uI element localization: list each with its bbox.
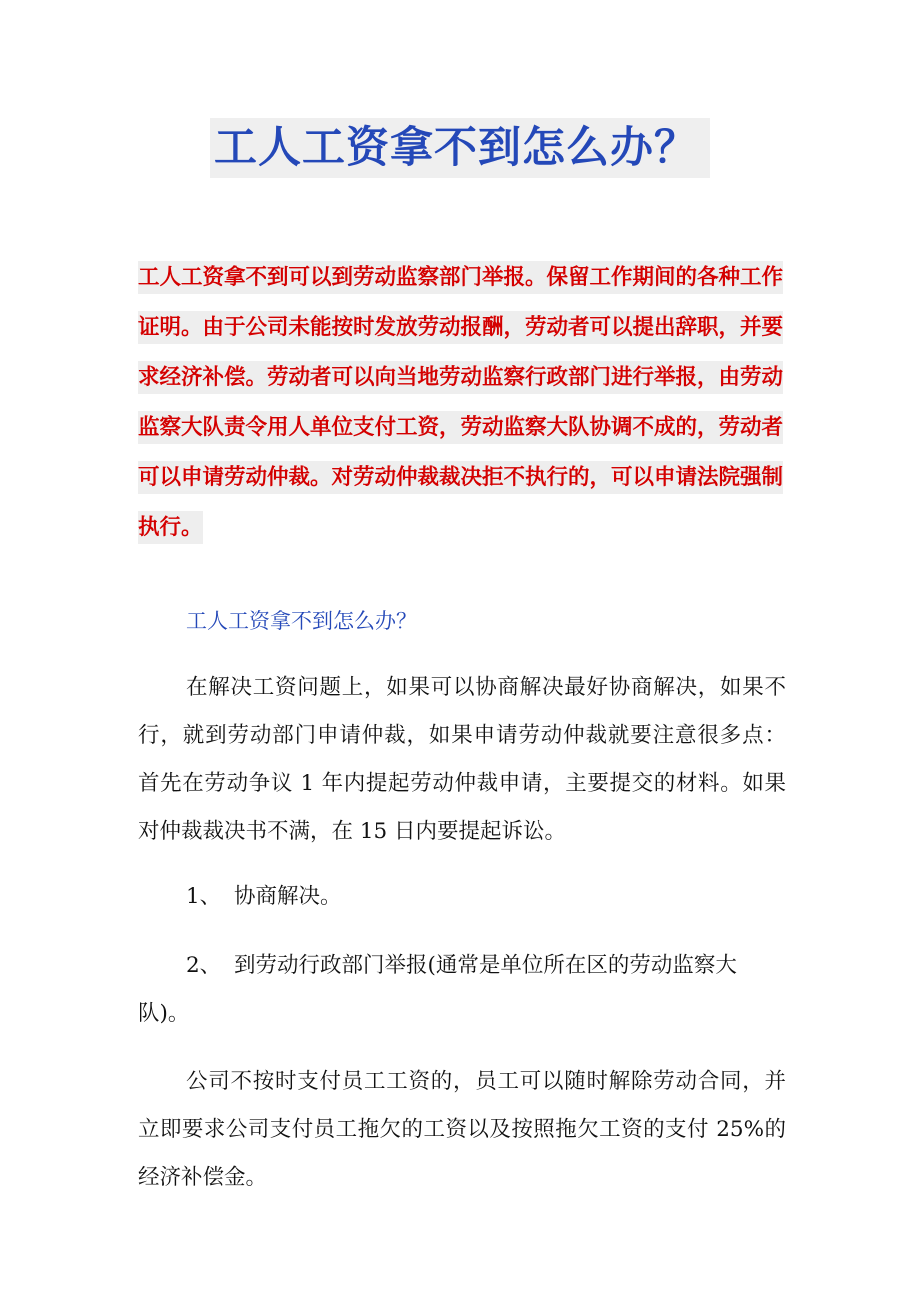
summary-paragraph: [138, 253, 786, 553]
list-item-text: 到劳动行政部门举报(通常是单位所在区的劳动监察大队)。: [138, 953, 737, 1026]
body-paragraph-2: 公司不按时支付员工工资的，员工可以随时解除劳动合同，并立即要求公司支付员工拖欠的工资以及按照拖欠工资的支付 25%的经济补偿金。: [138, 1069, 786, 1190]
section-subtitle: 工人工资拿不到怎么办？: [186, 609, 417, 633]
title-container: [0, 118, 920, 178]
list-item-text: 协商解决。: [234, 884, 342, 909]
summary-text: 工人工资拿不到可以到劳动监察部门举报。保留工作期间的各种工作证明。由于公司未能按时发放劳动报酬，劳动者可以提出辞职，并要求经济补偿。劳动者可以向当地劳动监察行政部门进行举报，由劳动监察大队责令用人单位支付工资，劳动监察大队协调不成的，劳动者可以申请劳动仲裁。对劳动仲裁裁决拒不执行的，可以申请法院强制执行。: [138, 261, 783, 544]
list-item: [138, 873, 786, 921]
body-paragraph-1: 在解决工资问题上，如果可以协商解决最好协商解决，如果不行，就到劳动部门申请仲裁，如果申请劳动仲裁就要注意很多点： 首先在劳动争议 1 年内提起劳动仲裁申请，主要提交的材料。如果对仲裁裁决书不满，在 15 日内要提起诉讼。: [138, 675, 786, 844]
document-title: 工人工资拿不到怎么办？: [210, 118, 710, 178]
list-item-number: 2、: [186, 953, 222, 978]
list-item: [138, 942, 786, 1038]
list-item-number: 1、: [186, 884, 222, 909]
